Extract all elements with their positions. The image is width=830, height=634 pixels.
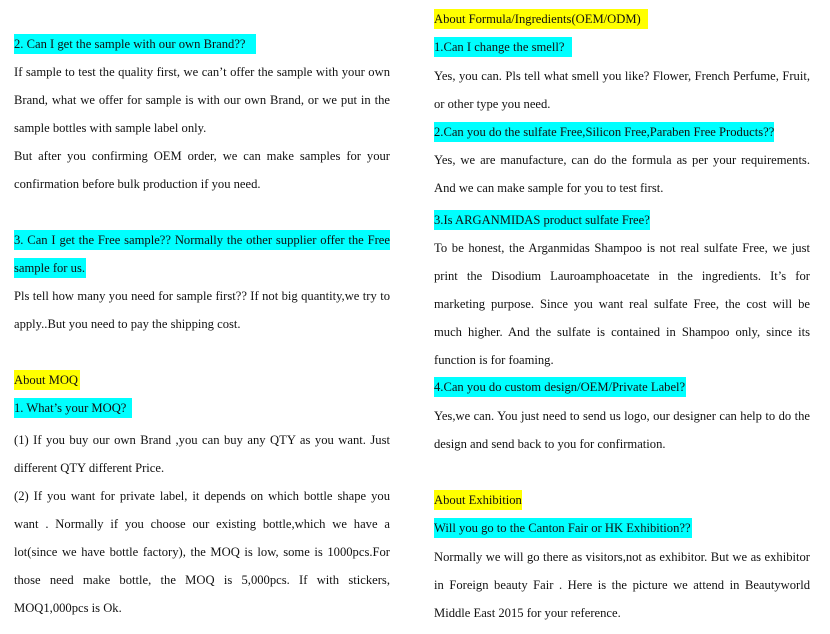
faq-q3-title-line2: sample for us. <box>14 258 86 278</box>
moq-line: MOQ1,000pcs is Ok. <box>14 601 122 615</box>
formula-q4-line: Yes,we can. You just need to send us logo, our designer can help to do the <box>434 409 810 423</box>
formula-q3-line: To be honest, the Arganmidas Shampoo is not real sulfate Free, we just <box>434 241 810 255</box>
faq-q2-title: 2. Can I get the sample with our own Brand?? <box>14 34 256 54</box>
formula-q4-title: 4.Can you do custom design/OEM/Private Label? <box>434 377 686 397</box>
formula-section-heading <box>434 9 810 29</box>
moq-line: different QTY different Price. <box>14 461 165 475</box>
faq-q3-heading-line2 <box>14 258 390 278</box>
moq-line: those need make bottle, the MOQ is 5,000pcs. If with stickers, <box>14 573 390 587</box>
moq-line: (1) If you buy our own Brand ,you can buy any QTY as you want. Just <box>14 433 390 447</box>
faq-q2-line: confirmation before bulk production if you need. <box>14 177 261 191</box>
moq-line: lot(since we have bottle factory), the MOQ is low, some is 1000pcs.For <box>14 545 390 559</box>
exhibition-section-heading <box>434 490 810 510</box>
faq-q2-line: Brand, what we offer for sample is with our own Brand, or we put in the <box>14 93 390 107</box>
formula-q3-line: function is for foaming. <box>434 353 554 367</box>
exhibition-question-title: Will you go to the Canton Fair or HK Exhibition?? <box>434 518 692 538</box>
faq-q2-line: But after you confirming OEM order, we can make samples for your <box>14 149 390 163</box>
formula-q3-line: print the Disodium Lauroamphoacetate in the ingredients. It’s for <box>434 269 810 283</box>
formula-q1-line: or other type you need. <box>434 97 551 111</box>
formula-q1-heading <box>434 37 810 57</box>
formula-q3-title: 3.Is ARGANMIDAS product sulfate Free? <box>434 210 650 230</box>
moq-line: want . Normally if you choose our existing bottle,which we have a <box>14 517 390 531</box>
formula-q4-heading <box>434 377 810 397</box>
moq-section-heading <box>14 370 390 390</box>
formula-q4-line: design and send back to you for confirmation. <box>434 437 666 451</box>
formula-q2-line: And we can make sample for you to test first. <box>434 181 664 195</box>
exhibition-line: Normally we will go there as visitors,not as exhibitor. But we as exhibitor <box>434 550 810 564</box>
formula-q2-heading <box>434 122 810 142</box>
formula-q3-heading <box>434 210 810 230</box>
moq-section-title: About MOQ <box>14 370 80 390</box>
faq-q3-line: Pls tell how many you need for sample first?? If not big quantity,we try to <box>14 289 390 303</box>
formula-q1-title: 1.Can I change the smell? <box>434 37 572 57</box>
formula-q2-line: Yes, we are manufacture, can do the formula as per your requirements. <box>434 153 810 167</box>
faq-q3-line: apply..But you need to pay the shipping cost. <box>14 317 241 331</box>
faq-q2-line: sample bottles with sample label only. <box>14 121 207 135</box>
formula-q3-line: much higher. And the sulfate is contained in Shampoo only, since its <box>434 325 810 339</box>
exhibition-line: Middle East 2015 for your reference. <box>434 606 621 620</box>
exhibition-section-title: About Exhibition <box>434 490 522 510</box>
moq-question-heading <box>14 398 390 418</box>
faq-q3-title-line1: 3. Can I get the Free sample?? Normally the other supplier offer the Free <box>14 230 390 250</box>
formula-q3-line: marketing purpose. Since you want real sulfate Free, the cost will be <box>434 297 810 311</box>
faq-q2-heading <box>14 34 390 54</box>
moq-question-title: 1. What’s your MOQ? <box>14 398 132 418</box>
formula-section-title: About Formula/Ingredients(OEM/ODM) <box>434 9 648 29</box>
formula-q1-line: Yes, you can. Pls tell what smell you like? Flower, French Perfume, Fruit, <box>434 69 810 83</box>
exhibition-question-heading <box>434 518 810 538</box>
moq-line: (2) If you want for private label, it depends on which bottle shape you <box>14 489 390 503</box>
exhibition-line: in Foreign beauty Fair . Here is the picture we attend in Beautyworld <box>434 578 810 592</box>
formula-q2-title: 2.Can you do the sulfate Free,Silicon Free,Paraben Free Products?? <box>434 122 774 142</box>
faq-q2-line: If sample to test the quality first, we can’t offer the sample with your own <box>14 65 390 79</box>
